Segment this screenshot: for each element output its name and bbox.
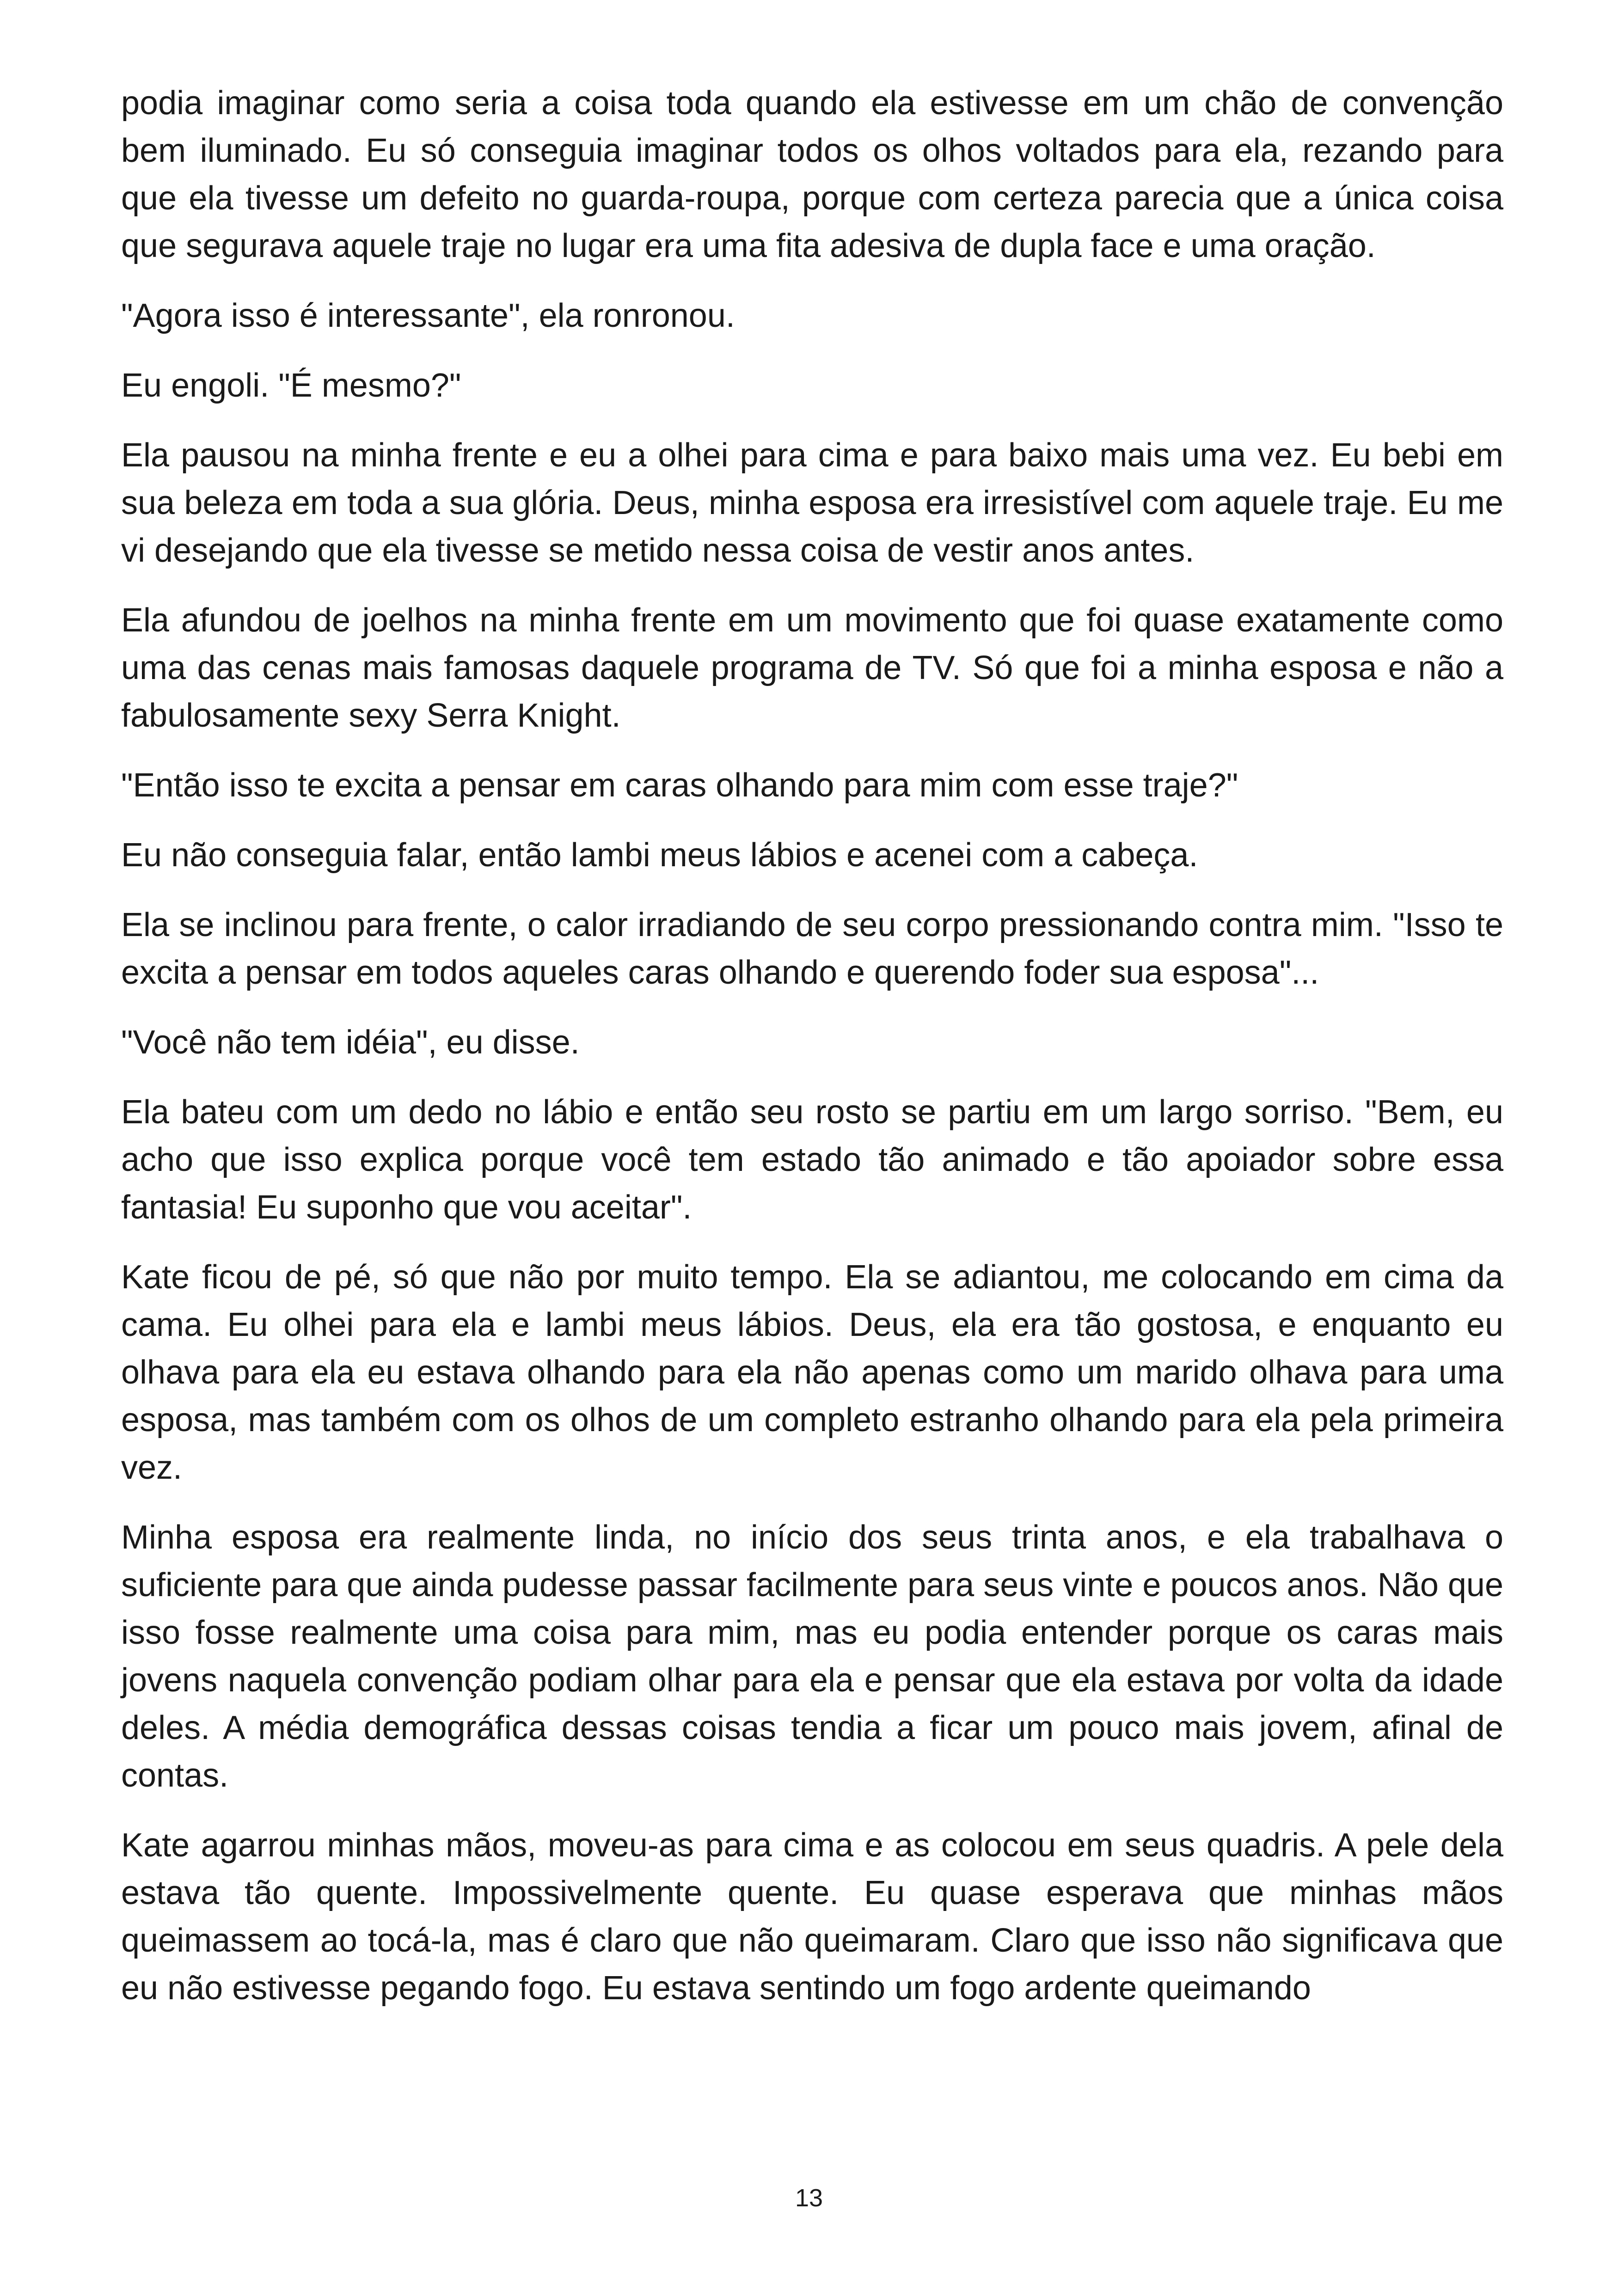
paragraph-10: Ela bateu com um dedo no lábio e então seu rosto se partiu em um largo sorriso. "Bem, eu acho que isso explica porque você tem estado tão animado e tão apoiador sobre essa fantasia! Eu suponho que vou aceitar". (121, 1094, 1503, 1226)
paragraph-8: Ela se inclinou para frente, o calor irradiando de seu corpo pressionando contra mim. "Isso te excita a pensar em todos aqueles caras olhando e querendo foder sua esposa"... (121, 906, 1503, 991)
paragraph-12: Minha esposa era realmente linda, no início dos seus trinta anos, e ela trabalhava o suficiente para que ainda pudesse passar facilmente para seus vinte e poucos anos. Não que isso fosse realmente uma coisa para mim, mas eu podia entender porque os caras mais jovens naquela convenção podiam olhar para ela e pensar que ela estava por volta da idade deles. A média demográfica dessas coisas tendia a ficar um pouco mais jovem, afinal de contas. (121, 1519, 1503, 1794)
paragraph-6: "Então isso te excita a pensar em caras olhando para mim com esse traje?" (121, 767, 1238, 804)
page-body (121, 80, 1503, 2034)
page-number: 13 (795, 2184, 823, 2212)
paragraph-7: Eu não conseguia falar, então lambi meus lábios e acenei com a cabeça. (121, 837, 1198, 874)
paragraph-11: Kate ficou de pé, só que não por muito tempo. Ela se adiantou, me colocando em cima da cama. Eu olhei para ela e lambi meus lábios. Deus, ela era tão gostosa, e enquanto eu olhava para ela eu estava olhando para ela não apenas como um marido olhava para uma esposa, mas também com os olhos de um completo estranho olhando para ela pela primeira vez. (121, 1259, 1503, 1486)
paragraph-13: Kate agarrou minhas mãos, moveu-as para cima e as colocou em seus quadris. A pele dela estava tão quente. Impossivelmente quente. Eu quase esperava que minhas mãos queimassem ao tocá-la, mas é claro que não queimaram. Claro que isso não significava que eu não estivesse pegando fogo. Eu estava sentindo um fogo ardente queimando (121, 1827, 1503, 2007)
paragraph-2: "Agora isso é interessante", ela ronronou. (121, 297, 735, 334)
paragraph-1: podia imaginar como seria a coisa toda quando ela estivesse em um chão de convenção bem iluminado. Eu só conseguia imaginar todos os olhos voltados para ela, rezando para que ela tivesse um defeito no guarda-roupa, porque com certeza parecia que a única coisa que segurava aquele traje no lugar era uma fita adesiva de dupla face e uma oração. (121, 85, 1503, 264)
paragraph-5: Ela afundou de joelhos na minha frente em um movimento que foi quase exatamente como uma das cenas mais famosas daquele programa de TV. Só que foi a minha esposa e não a fabulosamente sexy Serra Knight. (121, 602, 1503, 734)
paragraph-3: Eu engoli. "É mesmo?" (121, 367, 461, 404)
paragraph-9: "Você não tem idéia", eu disse. (121, 1024, 580, 1061)
paragraph-4: Ela pausou na minha frente e eu a olhei para cima e para baixo mais uma vez. Eu bebi em sua beleza em toda a sua glória. Deus, minha esposa era irresistível com aquele traje. Eu me vi desejando que ela tivesse se metido nessa coisa de vestir anos antes. (121, 437, 1503, 569)
